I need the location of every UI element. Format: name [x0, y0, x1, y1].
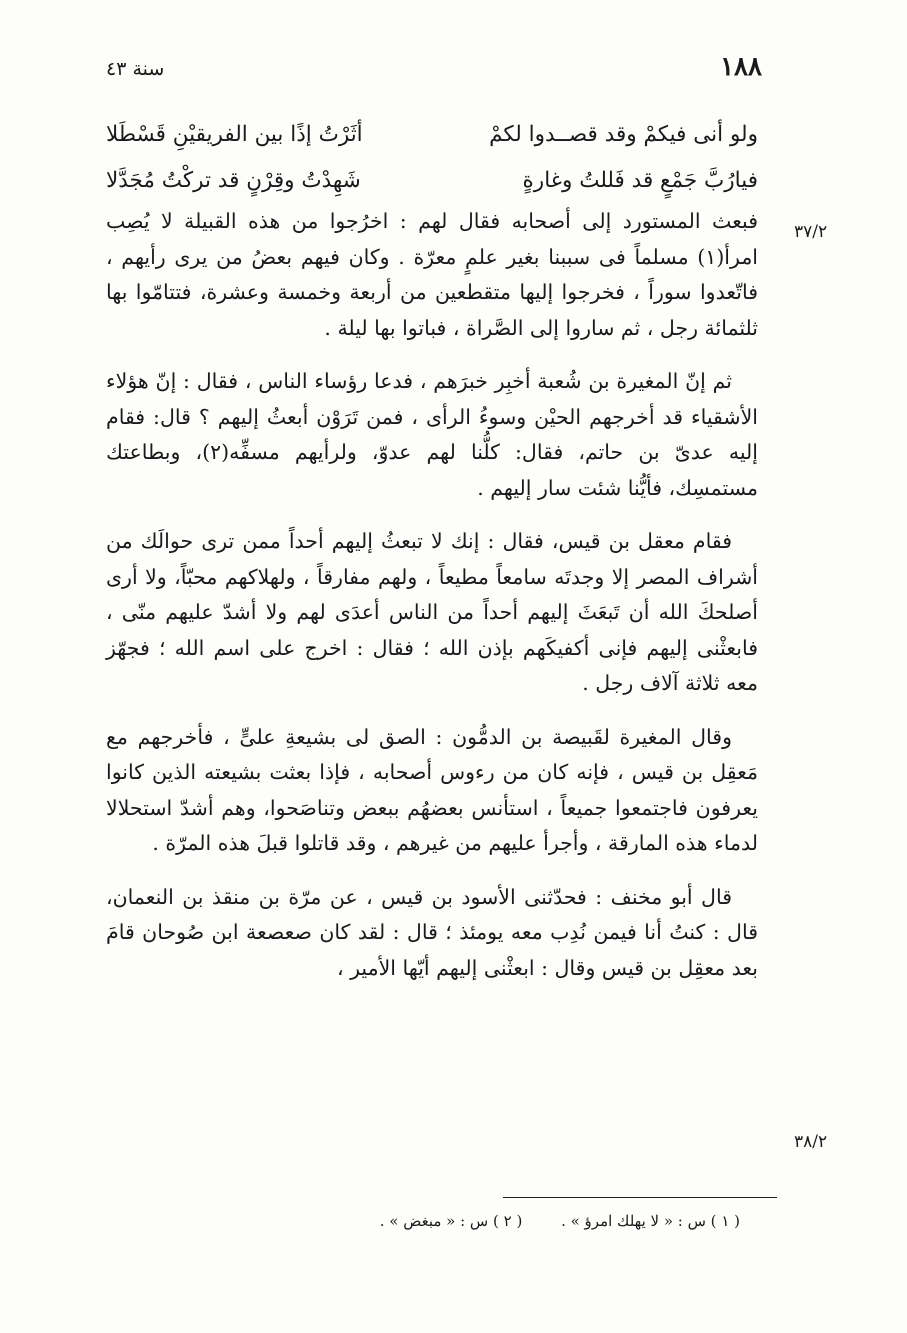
- poem-verse-1: [106, 112, 758, 158]
- year-label: سنة ٤٣: [106, 58, 165, 80]
- page-number: ١٨٨: [720, 52, 762, 82]
- footnote-divider: [503, 1197, 777, 1198]
- main-text: [106, 112, 758, 986]
- footnotes: [240, 1212, 740, 1230]
- footnote-1: ( ١ ) س : « لا يهلك امرؤ » .: [561, 1212, 740, 1230]
- verse-2-first-hemistich: فيارُبَّ جَمْعٍ قد فَللتُ وغارةٍ: [522, 168, 758, 193]
- margin-reference-2: ٣٨/٢: [794, 1132, 828, 1152]
- paragraph-1: فبعث المستورد إلى أصحابه فقال لهم : اخرُجوا من هذه القبيلة لا يُصِب امرأ(١) مسلماً فى سببنا بغير علمٍ معرّة . وكان فيهم بعضُ من يرى رأيهم ، فاتّعدوا سوراً ، فخرجوا إليها متقطعين من أربعة وخمسة وعشرة، فتتامّوا بها ثلثمائة رجل ، ثم ساروا إلى الصَّراة ، فباتوا بها ليلة .: [106, 209, 758, 340]
- verse-2-second-hemistich: شَهِدْتُ وقِرْنٍ قد تركْتُ مُجَدَّلا: [106, 168, 361, 193]
- page-header: [100, 50, 770, 90]
- margin-reference-1: ٣٧/٢: [794, 222, 828, 242]
- paragraph-3: فقام معقل بن قيس، فقال : إنك لا تبعثُ إليهم أحداً ممن ترى حوالَك من أشراف المصر إلا وجدتَه سامعاً مطيعاً ، ولهم مفارقاً ، ولهلاكهم محبّاً، ولا أرى أصلحكَ الله أن تَبعَثَ إليهم أحداً من الناس أعدَى لهم ولا أشدّ عليهم منّى ، فابعثْنى إليهم فإنى أكفيكَهم بإذن الله ؛ فقال : اخرج على اسم الله ؛ فجهّز معه ثلاثة آلاف رجل .: [106, 529, 758, 695]
- verse-1-second-hemistich: أثَرْتُ إذًا بين الفريقيْنِ قَسْطَلا: [106, 122, 363, 147]
- footnote-2: ( ٢ ) س : « مبغض » .: [379, 1212, 523, 1230]
- paragraph-5: قال أبو مخنف : فحدّثنى الأسود بن قيس ، عن مرّة بن منقذ بن النعمان، قال : كنتُ أنا فيمن نُدِب معه يومئذ ؛ قال : لقد كان صعصعة ابن صُوحان قامَ بعد معقِل بن قيس وقال : ابعثْنى إليهم أيّها الأمير ،: [106, 884, 758, 980]
- paragraph-2: ثم إنّ المغيرة بن شُعبة أخبِر خبرَهم ، فدعا رؤساء الناس ، فقال : إنّ هؤلاء الأشقياء قد أخرجهم الحيْن وسوءُ الرأى ، فمن تَرَوْن أبعثُ إليهم ؟ قال: فقام إليه عدىّ بن حاتم، فقال: كلُّنا لهم عدوّ، ولرأيهم مسفِّه(٢)، وبطاعتك مستمسِك، فأيُّنا شئت سار إليهم .: [106, 369, 759, 500]
- paragraph-4: وقال المغيرة لقَبيصة بن الدمُّون : الصق لى بشيعةِ علىٍّ ، فأخرجهم مع مَعقِل بن قيس ، فإنه كان من رءوس أصحابه ، فإذا بعثت بشيعته الذين كانوا يعرفون فاجتمعوا جميعاً ، استأنس بعضهُم ببعض وتناصَحوا، وهم أشدّ استحلالا لدماء هذه المارقة ، وأجرأ عليهم من غيرهم ، وقد قاتلوا قبلَ هذه المرّة .: [106, 724, 758, 855]
- verse-1-first-hemistich: ولو أنى فيكمْ وقد قصــدوا لكمْ: [489, 122, 758, 147]
- poem-verse-2: [106, 158, 758, 204]
